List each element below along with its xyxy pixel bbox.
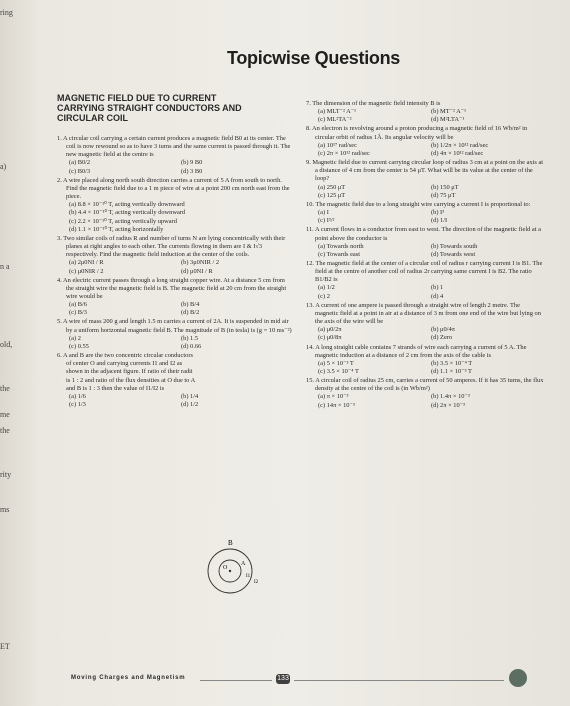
answer-option: (c) 0.55 [69,342,89,350]
answer-option: (b) I³ [431,209,445,217]
answer-option: (c) 125 μT [318,191,346,199]
page-number: 133 [277,675,289,682]
page-title: Topicwise Questions [227,48,400,68]
question-text: 15. A circular coil of radius 25 cm, carries a current of 50 amperes. If it has 35 turns, the flux density at the centre of the coil is (in Wb/m²) [306,377,544,393]
answer-option: (a) 5 × 10⁻³ T [318,359,354,367]
answer-option: (c) 2 [318,292,330,300]
figure-label-i2: I2 [254,580,259,585]
answer-option: (a) 8.8 × 10⁻¹⁰ T, acting vertically downward [69,201,185,209]
question [306,260,544,301]
margin-fragment: the [0,384,10,393]
answer-option: (c) 14π × 10⁻³ [318,401,355,409]
answer-option: (d) 3 B0 [181,167,203,175]
answer-option: (a) π × 10⁻³ [318,393,349,401]
adjacent-page-margin [0,0,56,706]
section-title [57,93,293,123]
question [57,177,293,234]
answer-option: (d) 75 μT [431,191,456,199]
answer-option: (d) Towards west [431,250,476,258]
question-text: 7. The dimension of the magnetic field intensity B is [306,100,441,107]
footer-rule-right [294,680,504,681]
question [306,159,544,200]
question [57,352,293,409]
answer-option: (d) 4π × 10¹² rad/sec [431,149,484,157]
section-title-line: CIRCULAR COIL [57,113,128,123]
answer-option: (c) μ0/8π [318,334,342,342]
question [306,201,544,225]
question [57,318,293,351]
question-text: 14. A long straight cable contains 7 strands of wire each carrying a current of 5 A. The magnetic induction at a distance of 2 cm from the axis of the cable is [306,343,527,359]
answer-option: (c) Towards east [318,250,361,258]
answer-option: (b) 4.4 × 10⁻¹⁰ T, acting vertically downward [69,209,186,217]
answer-option: (b) μ0/4π [431,326,455,334]
question-text: 12. The magnetic field at the center of a circular coil of radius r carrying current I is B1. The field at the centre of another coil of radius 2r carrying same current I is B2. The ratio B1/B2 is [306,259,543,284]
answer-option: (b) 1/4 [181,392,199,400]
question [306,125,544,158]
answer-option: (b) 3μ0NIR / 2 [181,259,220,267]
figure-label-i1: I1 [246,574,251,579]
answer-option: (d) 1/I [431,217,448,225]
answer-option: (c) 3.5 × 10⁻⁴ T [318,368,359,375]
margin-fragment: the [0,426,10,435]
margin-fragment: me [0,410,10,419]
concentric-circles-figure [190,535,270,600]
question-text: 10. The magnetic field due to a long straight wire carrying a current I is proportional to: [306,200,531,208]
answer-option: (b) B/4 [181,301,200,309]
figure-label-b: B [228,539,233,547]
section-title-line: CARRYING STRAIGHT CONDUCTORS AND [57,103,242,113]
answer-option: (c) I³/² [318,217,335,225]
answer-option: (b) Towards south [431,242,478,250]
question [306,377,544,410]
answer-option: (a) 1/2 [318,284,335,292]
answer-option: (c) ML²TA⁻² [318,116,352,124]
answer-option: (a) I [318,209,329,217]
answer-option: (b) 1.5 [181,334,199,342]
answer-option: (b) 9 B0 [181,159,203,167]
answer-option: (a) MLT⁻² A⁻¹ [318,108,357,116]
margin-fragment: a) [0,162,7,171]
answer-option: (a) 250 μT [318,183,346,191]
question-text: 9. Magnetic field due to current carrying circular loop of radius 3 cm at a point on the axis at a distance of 4 cm from the center is 54 μT. What will be its value at the center of the loop? [306,159,544,183]
answer-option: (b) 1.4π × 10⁻³ [431,393,470,401]
answer-option: (a) 1/6 [69,392,86,400]
answer-option: (b) 1 [431,284,444,292]
question-text: 8. An electron is revolving around a proton producing a magnetic field of 16 Wb/m² in circular orbit of radius 1Å. Its angular velocity will be [306,125,528,141]
answer-option: (a) 2 [69,334,81,342]
right-column [306,100,544,411]
question-text: 4. An electric current passes through a long straight copper wire. At a distance 5 cm from the straight wire the magnetic field is B. The magnetic field at 20 cm from the straight wire would be [57,276,287,300]
answer-option: (d) 4 [431,292,444,300]
answer-option: (b) MT⁻² A⁻¹ [431,108,467,116]
margin-fragment: ring [0,8,13,17]
answer-option: (d) 1.1 × 10⁻³ T [431,368,472,375]
question-text: 13. A current of one ampere is passed through a straight wire of length 2 metre. The magnetic field at a point in air at a distance of 3 m from one end of the wire but lying on the axis of the wire will be [306,301,541,326]
figure-label-a: A [241,561,246,567]
margin-fragment: ET [0,642,10,651]
question [57,235,293,276]
figure-label-o: O [223,565,228,571]
answer-option: (c) B0/3 [69,167,91,175]
answer-option: (a) Towards north [318,242,364,250]
answer-option: (c) B/3 [69,309,87,317]
publisher-logo-icon [509,669,527,687]
footer-rule-left [200,680,272,681]
chapter-footer: Moving Charges and Magnetism [71,675,186,681]
answer-option: (d) M²LTA⁻¹ [431,116,465,124]
answer-option: (c) 2.2 × 10⁻¹⁰ T, acting vertically upward [69,217,177,225]
answer-option: (a) μ0/2π [318,326,342,334]
question [57,277,293,318]
answer-option: (c) μ0NIR / 2 [69,267,104,275]
answer-option: (d) 2π × 10⁻³ [431,401,465,409]
margin-fragment: old, [0,340,13,349]
answer-option: (d) B/2 [181,309,200,317]
section-title-line: MAGNETIC FIELD DUE TO CURRENT [57,93,217,103]
answer-option: (a) 10¹⁷ rad/sec [318,141,357,149]
answer-option: (c) 2π × 10¹² rad/sec [318,149,370,157]
left-column [57,93,293,410]
answer-option: (c) 1/3 [69,401,86,408]
answer-option: (d) 0.66 [181,342,202,350]
question [57,135,293,176]
question [306,226,544,259]
question [306,344,544,377]
margin-fragment: n a [0,262,10,271]
question-text: 6. A and B are the two concentric circular conductors of center O and carrying currents I1 and I2 as shown in the adjacent figure. If ratio of their radii is 1 : 2 and ratio of the flux densities at O due to A and B is 1 : 3 then the value of I1/I2 is [57,352,195,392]
question [306,302,544,343]
question-text: 1. A circular coil carrying a certain current produces a magnetic field B0 at its center. The coil is now rewound so as to have 3 turns and the same current is passed through it. The new magnetic field at the centre is [57,135,291,159]
answer-option: (a) 2μ0NI / R [69,259,104,267]
answer-option: (b) 150 μT [431,183,459,191]
answer-option: (b) 1/2π × 10¹² rad/sec [431,141,489,149]
question-text: 11. A current flows in a conductor from east to west. The direction of the magnetic field at a point above the conductor is [306,226,541,242]
question-text: 5. A wire of mass 200 g and length 1.5 m carries a current of 2A. It is suspended in mid air by a uniform horizontal magnetic field B. The magnitude of B (in tesla) is (g = 10 ms⁻²) [57,318,292,334]
answer-option: (d) Zero [431,334,453,342]
question-text: 2. A wire placed along north south direction carries a current of 5 A from south to north. Find the magnetic field due to a 1 m piece of wire at a point 200 cm north east from the piece. [57,176,290,201]
margin-fragment: ms [0,505,10,514]
answer-option: (a) B/6 [69,301,87,309]
answer-option: (a) B0/2 [69,159,91,167]
question [306,100,544,124]
answer-option: (d) 1/2 [181,401,199,408]
answer-option: (d) μ0NI / R [181,267,213,275]
answer-option: (d) 1.1 × 10⁻¹⁰ T, acting horizontally [69,225,164,233]
margin-fragment: rity [0,470,12,479]
answer-option: (b) 3.5 × 10⁻⁴ T [431,359,473,367]
question-text: 3. Two similar coils of radius R and number of turns N are lying concentrically with their planes at right angles to each other. The currents flowing in them are I & I√3 respectively. Find the magnetic field induction at the center of the coils. [57,234,286,259]
